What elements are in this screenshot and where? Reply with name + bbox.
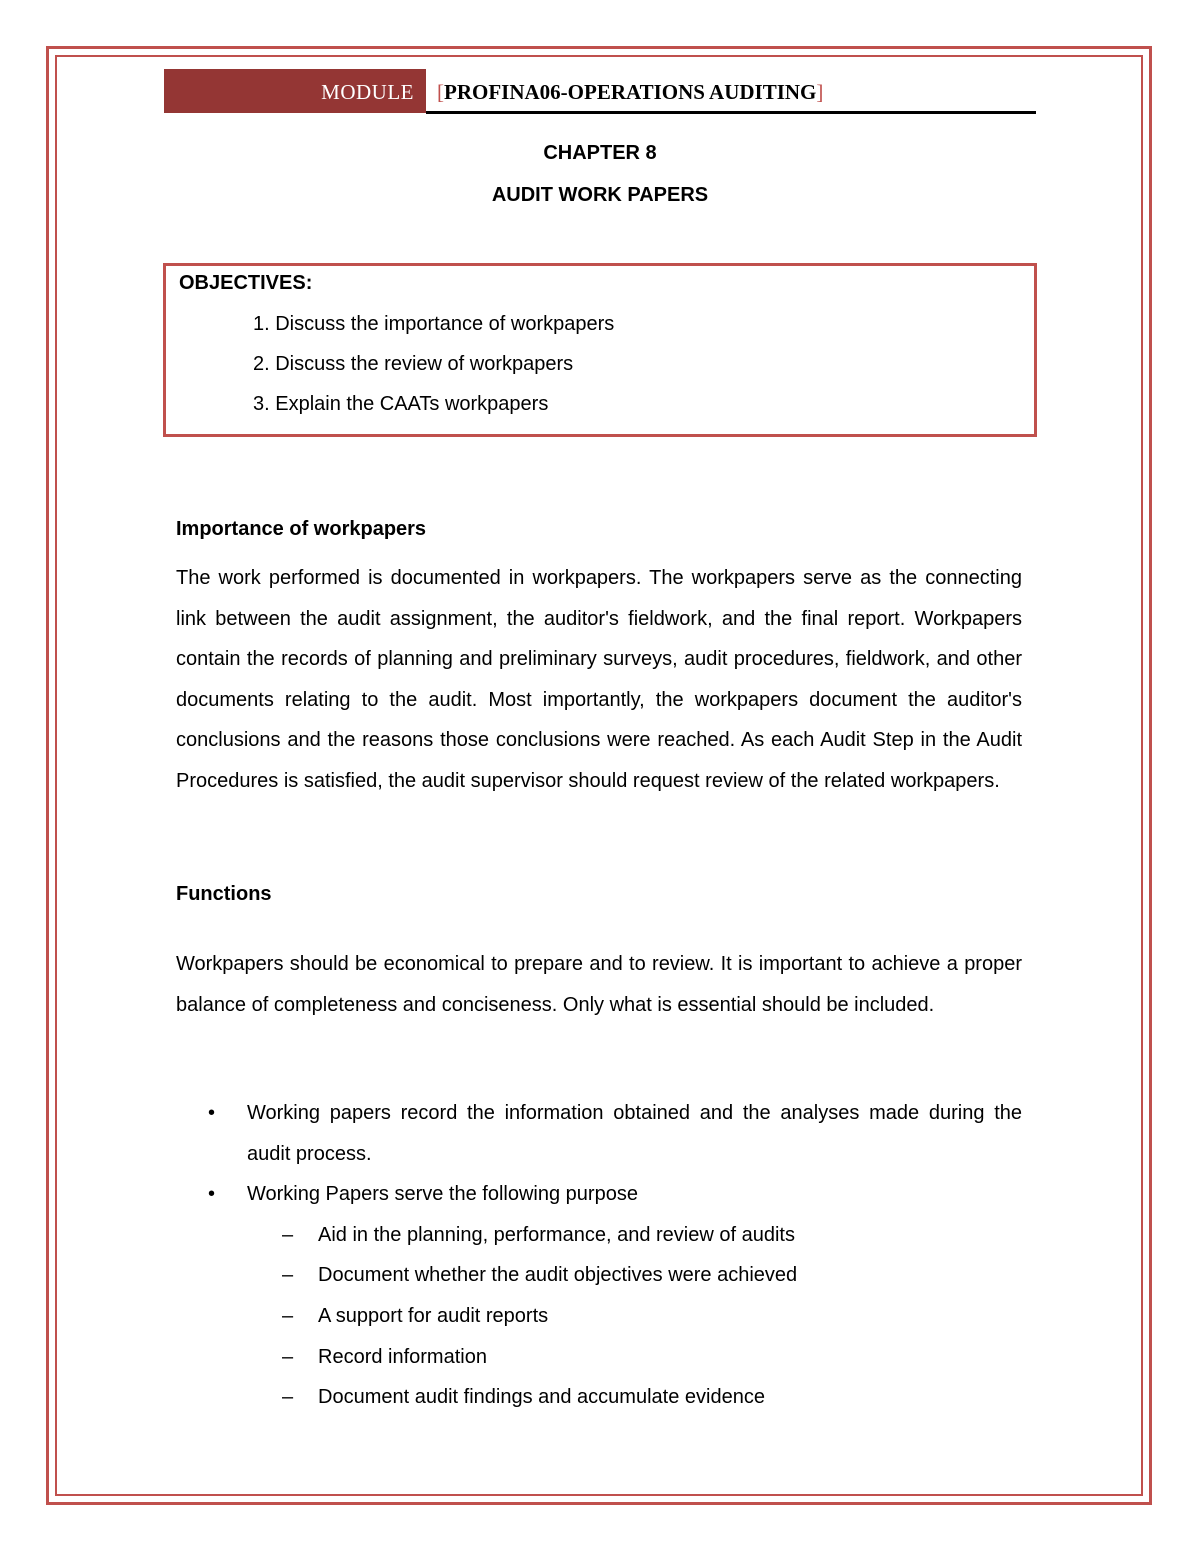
objectives-heading: OBJECTIVES: [179,272,313,294]
dash-icon: – [282,1386,294,1409]
header-course-name: PROFINA06-OPERATIONS AUDITING [444,80,817,104]
importance-paragraph: The work performed is documented in workpapers. The workpapers serve as the connecting link between the audit assignment, the auditor's fieldwork, and the final report. Workpapers contain the records of planning and preliminary surveys, audit procedures, fieldwork, and other documents relating to the audit. Most importantly, the workpapers document the auditor's conclusions and the reasons those conclusions were reached. As each Audit Step in the Audit Procedures is satisfied, the audit supervisor should request review of the related workpapers. [176,567,1022,792]
sub-item-text: Record information [318,1345,487,1368]
header-bracket-close: ] [816,80,824,104]
header-bracket-open: [ [437,80,444,104]
sub-list-item [176,1377,1022,1418]
importance-heading: Importance of workpapers [176,518,427,540]
objective-item: 3. Explain the CAATs workpapers [253,393,549,415]
bullet-icon: • [208,1183,216,1206]
functions-heading-text: Functions [176,883,272,905]
bullet-text: Working papers record the information obtained and the analyses made during the audit process. [247,1102,1022,1165]
sub-item-text: Document audit findings and accumulate evidence [318,1386,765,1409]
functions-paragraph: Workpapers should be economical to prepare and to review. It is important to achieve a proper balance of completeness and conciseness. Only what is essential should be included. [176,953,1022,1016]
header-course-title [437,72,823,112]
objective-item: 1. Discuss the importance of workpapers [253,313,615,335]
dash-icon: – [282,1264,294,1287]
sub-list-item [176,1337,1022,1378]
importance-section [176,518,1022,802]
sub-list-item [176,1215,1022,1256]
functions-section [176,944,1022,1025]
sub-item-text: Document whether the audit objectives were achieved [318,1264,798,1287]
dash-icon: – [282,1304,294,1327]
list-item [176,1093,1022,1174]
dash-icon: – [282,1345,294,1368]
dash-icon: – [282,1223,294,1246]
objective-item: 2. Discuss the review of workpapers [253,353,574,375]
chapter-title: AUDIT WORK PAPERS [491,184,709,206]
list-item [176,1174,1022,1215]
sub-item-text: Aid in the planning, performance, and review of audits [318,1223,795,1246]
bullet-text: Working Papers serve the following purpose [247,1183,638,1206]
header-rule [426,111,1036,114]
objectives-box [163,263,1037,437]
functions-heading [176,883,1022,906]
bullet-icon: • [208,1102,216,1124]
chapter-number: CHAPTER 8 [543,142,657,164]
objectives-list [253,312,614,432]
header-module-label: MODULE [321,80,414,104]
sub-item-text: A support for audit reports [318,1304,549,1327]
sub-list-item [176,1255,1022,1296]
sub-list-item [176,1296,1022,1337]
functions-bullet-list [176,1093,1022,1418]
